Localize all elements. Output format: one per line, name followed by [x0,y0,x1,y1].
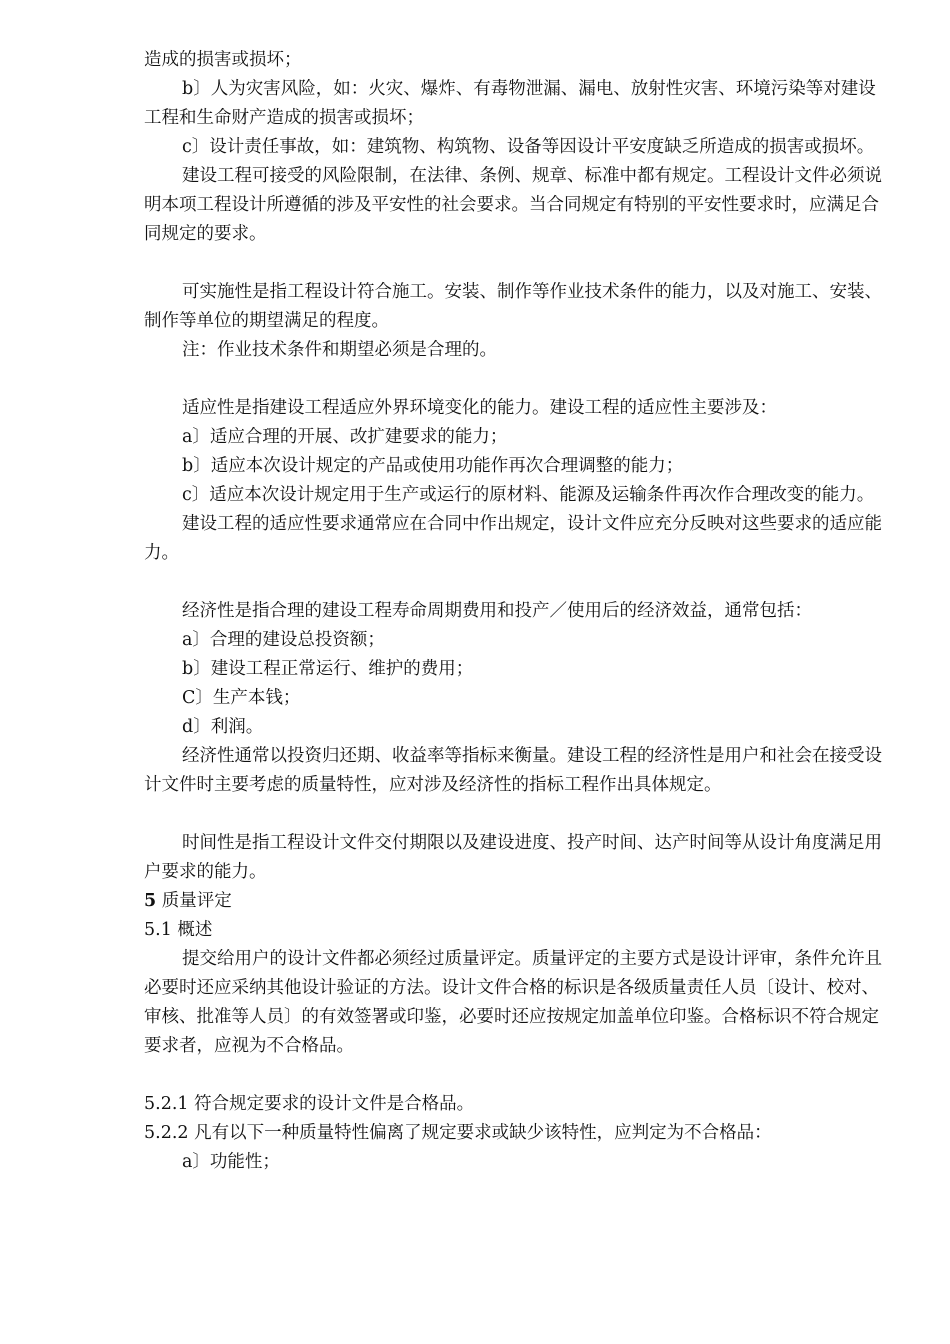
paragraph: 提交给用户的设计文件都必须经过质量评定。质量评定的主要方式是设计评审，条件允许且必要时还应采纳其他设计验证的方法。设计文件合格的标识是各级质量责任人员〔设计、校对、审核、批准等人员〕的有效签署或印鉴，必要时还应按规定加盖单位印鉴。合格标识不符合规定要求者，应视为不合格品。 [144,949,882,1056]
list-item: d〕利润。 [182,717,264,737]
clause: 5.2.2 凡有以下一种质量特性偏离了规定要求或缺少该特性，应判定为不合格品： [144,1123,772,1143]
paragraph: 建设工程的适应性要求通常应在合同中作出规定，设计文件应充分反映对这些要求的适应能力。 [144,514,882,563]
list-item: C〕生产本钱； [182,688,301,708]
subsection-heading: 5.1 概述 [144,920,213,940]
list-item: b〕人为灾害风险，如：火灾、爆炸、有毒物泄漏、漏电、放射性灾害、环境污染等对建设工程和生命财产造成的损害或损坏； [144,79,876,128]
blank-line [144,800,884,829]
clause: 5.2.1 符合规定要求的设计文件是合格品。 [144,1094,475,1114]
section-title: 质量评定 [156,891,232,911]
paragraph: 适应性是指建设工程适应外界环境变化的能力。建设工程的适应性主要涉及： [182,398,777,418]
blank-line [144,568,884,597]
section-heading [144,887,884,916]
list-item: c〕设计责任事故，如：建筑物、构筑物、设备等因设计平安度缺乏所造成的损害或损坏。 [182,137,875,157]
section-number: 5 [144,891,157,911]
paragraph: 造成的损害或损坏； [144,50,302,70]
blank-line [144,249,884,278]
paragraph: 时间性是指工程设计文件交付期限以及建设进度、投产时间、达产时间等从设计角度满足用户要求的能力。 [144,833,882,882]
blank-line [144,365,884,394]
note: 注：作业技术条件和期望必须是合理的。 [182,340,497,360]
list-item: a〕适应合理的开展、改扩建要求的能力； [182,427,508,447]
paragraph: 经济性是指合理的建设工程寿命周期费用和投产／使用后的经济效益，通常包括： [182,601,812,621]
blank-line [144,1061,884,1090]
paragraph: 建设工程可接受的风险限制，在法律、条例、规章、标准中都有规定。工程设计文件必须说明本项工程设计所遵循的涉及平安性的社会要求。当合同规定有特别的平安性要求时，应满足合同规定的要求。 [144,166,882,244]
list-item: b〕适应本次设计规定的产品或使用功能作再次合理调整的能力； [182,456,684,476]
document-page [144,46,884,1177]
paragraph: 经济性通常以投资归还期、收益率等指标来衡量。建设工程的经济性是用户和社会在接受设计文件时主要考虑的质量特性，应对涉及经济性的指标工程作出具体规定。 [144,746,882,795]
paragraph: 可实施性是指工程设计符合施工。安装、制作等作业技术条件的能力，以及对施工、安装、制作等单位的期望满足的程度。 [144,282,882,331]
list-item: c〕适应本次设计规定用于生产或运行的原材料、能源及运输条件再次作合理改变的能力。 [182,485,875,505]
list-item: a〕合理的建设总投资额； [182,630,385,650]
list-item: a〕功能性； [182,1152,280,1172]
list-item: b〕建设工程正常运行、维护的费用； [182,659,474,679]
